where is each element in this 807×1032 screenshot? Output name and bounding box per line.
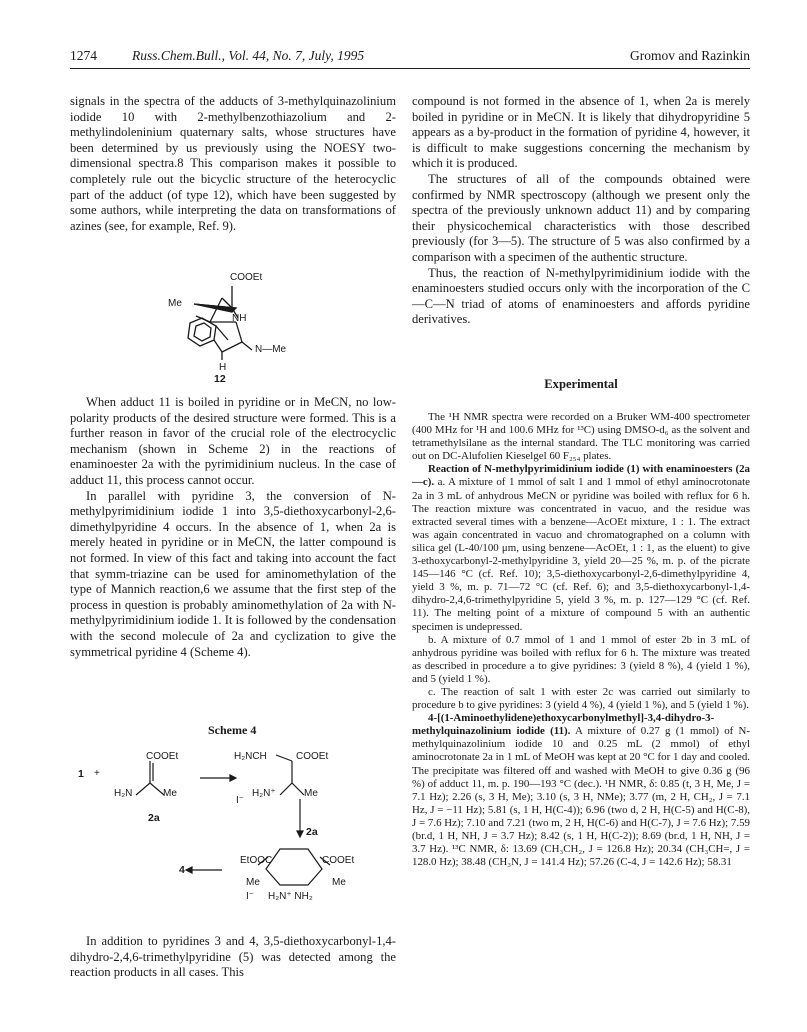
exp-reaction-body: a. A mixture of 1 mmol of salt 1 and 1 mmol of ethyl aminocrotonate 2a in 3 mL of anhydrous MeCN or pyridine was boiled with reflux for 6 h. The reaction mixture was concentrated in vacuo, and the residue was extracted several times with a benzene—AcOEt mixture, 1 : 1. The extract was again concentrated in vacuo and chromatographed on a column with silica gel (L-40/100 μm, using benzene—AcOEt, 1 : 1, as the eluent) to give 3-ethoxycarbonyl-2-methylpyridine 3, yield 20—25 %, m. p. of the picrate 145—146 °C (cf. Ref. 10); 3,5-diethoxycarbonyl-2,6-dimethylpyridine 4, yield 3 %, m. p. 71—72 °C (cf. Ref. 6); and 3,5-diethoxycarbonyl-1,4-dihydro-2,4,6-trimethylpyridine 5, yield 3 %, m. p. 127—129 °C (cf. Ref. 11). The melting point of a mixture of compound 5 with an authentic specimen is undepressed.: [412, 476, 750, 633]
exp-compound-11-body: A mixture of 0.27 g (1 mmol) of N-methylquinazolinium iodide 10 and 0.25 mL (2 mmol) of ethyl aminocrotonate 2a in 1 mL of MeOH was kept at 20 °C for 1 day and cooled. The precipitate was filtered off and washed with MeOH to give 0.36 g (96 %) of adduct 11, m. p. 190—193 °C (dec.). ¹H NMR, δ: 0.85 (t, 3 H, Me, J = 7.1 Hz); 2.26 (s, 3 H, Me); 3.10 (s, 3 H, NMe); 3.77 (m, 2 H, CH₂, J = 7.1 Hz, J = −11 Hz); 5.81 (s, 1 H, H(C-4)); 6.96 (two d, 2 H, H(C-5) and H(C-8), J = 7.6 Hz); 7.10 and 7.21 (two m, 2 H, H(C-6) and H(C-7), J = 7.6 Hz); 7.59 (br.d, 1 H, NH, J = 3.7 Hz); 8.42 (s, 1 H, H(C-2)); 8.69 (br.d, 1 H, NH, J = 3.7 Hz). ¹³C NMR, δ: 13.69 (CH₃CH₂, J = 126.8 Hz); 20.34 (CH₃CH=, J = 128.0 Hz); 38.48 (CH₃N, J = 141.4 Hz); 57.26 (C-4, J = 142.6 Hz); 58.31: [412, 725, 750, 869]
exp-paragraph-reaction-b: b. A mixture of 0.7 mmol of 1 and 1 mmol of ester 2b in 3 mL of anhydrous pyridine was boiled with reflux for 6 h. The mixture was treated as described in procedure a to give pyridines: 3 (yield 8 %), 4 (yield 1 %), and 5 (yield 1 %).: [412, 633, 750, 685]
scheme4-arrow-label-2a: 2a: [306, 826, 318, 838]
exp-paragraph-reaction-c: c. The reaction of salt 1 with ester 2c was carried out similarly to procedure b to give pyridines: 3 (yield 4 %), 4 (yield 1 %), and 5 (yield 1 %).: [412, 685, 750, 712]
page-number: 1274: [70, 48, 97, 63]
scheme4-h2n-plus: H₂N⁺: [252, 788, 276, 799]
exp-paragraph-nmr: The ¹H NMR spectra were recorded on a Bruker WM-400 spectrometer (400 MHz for ¹H and 100.6 MHz for ¹³C) using DMSO-d₆ as the solvent and tetramethylsilane as the internal standard. The TLC monitoring was carried out on DC-Alufolien Kieselgel 60 F₂₅₄ plates.: [412, 411, 750, 463]
left-paragraphs-2-3: [70, 395, 396, 660]
exp-reaction-heading: Reaction of N-methylpyrimidinium iodide (1) with enaminoesters (2a—c).: [412, 463, 750, 489]
right-paragraph-3: Thus, the reaction of N-methylpyrimidinium iodide with the enaminoesters studied occurs only with the incorporation of the C—C—N triad of atoms of enaminoesters and affords pyridine derivatives.: [412, 265, 750, 327]
scheme4-me-4: Me: [332, 877, 346, 888]
header-rule: [70, 68, 750, 69]
struct12-nh: NH: [232, 313, 247, 324]
scheme4-me-3: Me: [246, 877, 260, 888]
exp-compound-11-heading: 4-[(1-Aminoethylidene)ethoxycarbonylmethyl]-3,4-dihydro-3-methylquinazolinium iodide (11).: [412, 712, 715, 738]
scheme4-cooet-1: COOEt: [146, 751, 179, 762]
scheme4-compound-1: 1: [78, 768, 84, 780]
struct12-me: Me: [168, 298, 182, 309]
exp-paragraph-compound-11: [412, 712, 750, 869]
left-paragraph-3: In parallel with pyridine 3, the conversion of N-methylpyrimidinium iodide 1 into 3,5-diethoxycarbonyl-2,6-dimethylpyridine 4 occurs. In the absence of 1, when 2a is merely heated in pyridine or in MeCN, the latter compound is not formed. In view of this fact and taking into account the fact that symm-triazine can be used for aminomethylation of the type of Mannich reaction,6 we assume that the first step of the process in question is probably aminomethylation of 2a with N-methylpyrimidinium iodide 1. It is followed by the condensation with the second molecule of 2a and cyclization to give the symmetrical pyridine 4 (Scheme 4).: [70, 488, 396, 659]
left-paragraph-1: signals in the spectra of the adducts of 3-methylquinazolinium iodide 10 with 2-methylbenzothiazolium and 2-methylindoleninium quaternary salts, whose structures have been determined by us previously using the NOESY two-dimensional spectra.8 This comparison makes it possible to completely rule out the bicyclic structure of the heterocyclic part of the adduct (of type 12), which have been suggested by some authors, while interpreting the data on transformations of azines (see, for example, Ref. 9).: [70, 94, 396, 233]
scheme4-h2nch: H₂NCH: [234, 751, 267, 762]
scheme4-h2n: H₂N: [114, 788, 133, 799]
scheme4-iodide-1: I⁻: [236, 795, 245, 806]
scheme4-etooc: EtOOC: [240, 855, 273, 866]
struct12-cooet: COOEt: [230, 272, 263, 283]
exp-paragraph-reaction-a: [412, 463, 750, 633]
left-paragraph-4: In addition to pyridines 3 and 4, 3,5-diethoxycarbonyl-1,4-dihydro-2,4,6-trimethylpyridine (5) was detected among the reaction products in all cases. This: [70, 934, 396, 980]
struct12-number: 12: [214, 373, 226, 385]
scheme4-me-2: Me: [304, 788, 318, 799]
scheme4-me-1: Me: [163, 788, 177, 799]
scheme-4-title: Scheme 4: [208, 723, 257, 737]
struct12-h: H: [219, 362, 227, 373]
experimental-heading: Experimental: [544, 377, 618, 391]
right-paragraph-2: The structures of all of the compounds obtained were confirmed by NMR spectroscopy (although we present only the spectra of the previously unknown adduct 11) and by comparing their physicochemical characteristics with those described previously (for 3—5). The structure of 5 was also confirmed by a comparison with a specimen of the authentic structure.: [412, 171, 750, 264]
running-header: [70, 46, 750, 68]
right-paragraph-1: compound is not formed in the absence of 1, when 2a is merely boiled in pyridine or in MeCN. It is likely that dihydropyridine 5 appears as a by-product in the formation of pyridine 4, however, it is difficult to make suggestions concerning the mechanism by which it is produced.: [412, 94, 750, 171]
scheme4-cooet-3: COOEt: [322, 855, 355, 866]
running-authors: Gromov and Razinkin: [630, 48, 750, 63]
left-paragraph-2: When adduct 11 is boiled in pyridine or in MeCN, no low-polarity products of the desired structure were formed. This is a further reason in favor of the crucial role of the electrocyclic mechanism (shown in Scheme 2) in the reactions of enaminoester 2a with the pyrimidinium nucleus. In the case of adduct 11, this process cannot occur.: [70, 395, 396, 487]
scheme4-h2n-nh2: H₂N⁺ NH₂: [268, 891, 313, 902]
structure-12-drawing: [160, 278, 320, 388]
struct12-nme: N—Me: [255, 344, 287, 355]
experimental-heading-wrap: [412, 377, 750, 392]
scheme4-label-2a: 2a: [148, 812, 160, 824]
scheme4-cooet-2: COOEt: [296, 751, 329, 762]
scheme4-plus: +: [94, 768, 100, 779]
experimental-section: [412, 411, 750, 869]
journal-citation: Russ.Chem.Bull., Vol. 44, No. 7, July, 1995: [132, 48, 365, 63]
scheme4-iodide-2: I⁻: [246, 891, 255, 902]
right-discussion: [412, 94, 750, 328]
scheme4-product-4: 4: [179, 864, 185, 876]
